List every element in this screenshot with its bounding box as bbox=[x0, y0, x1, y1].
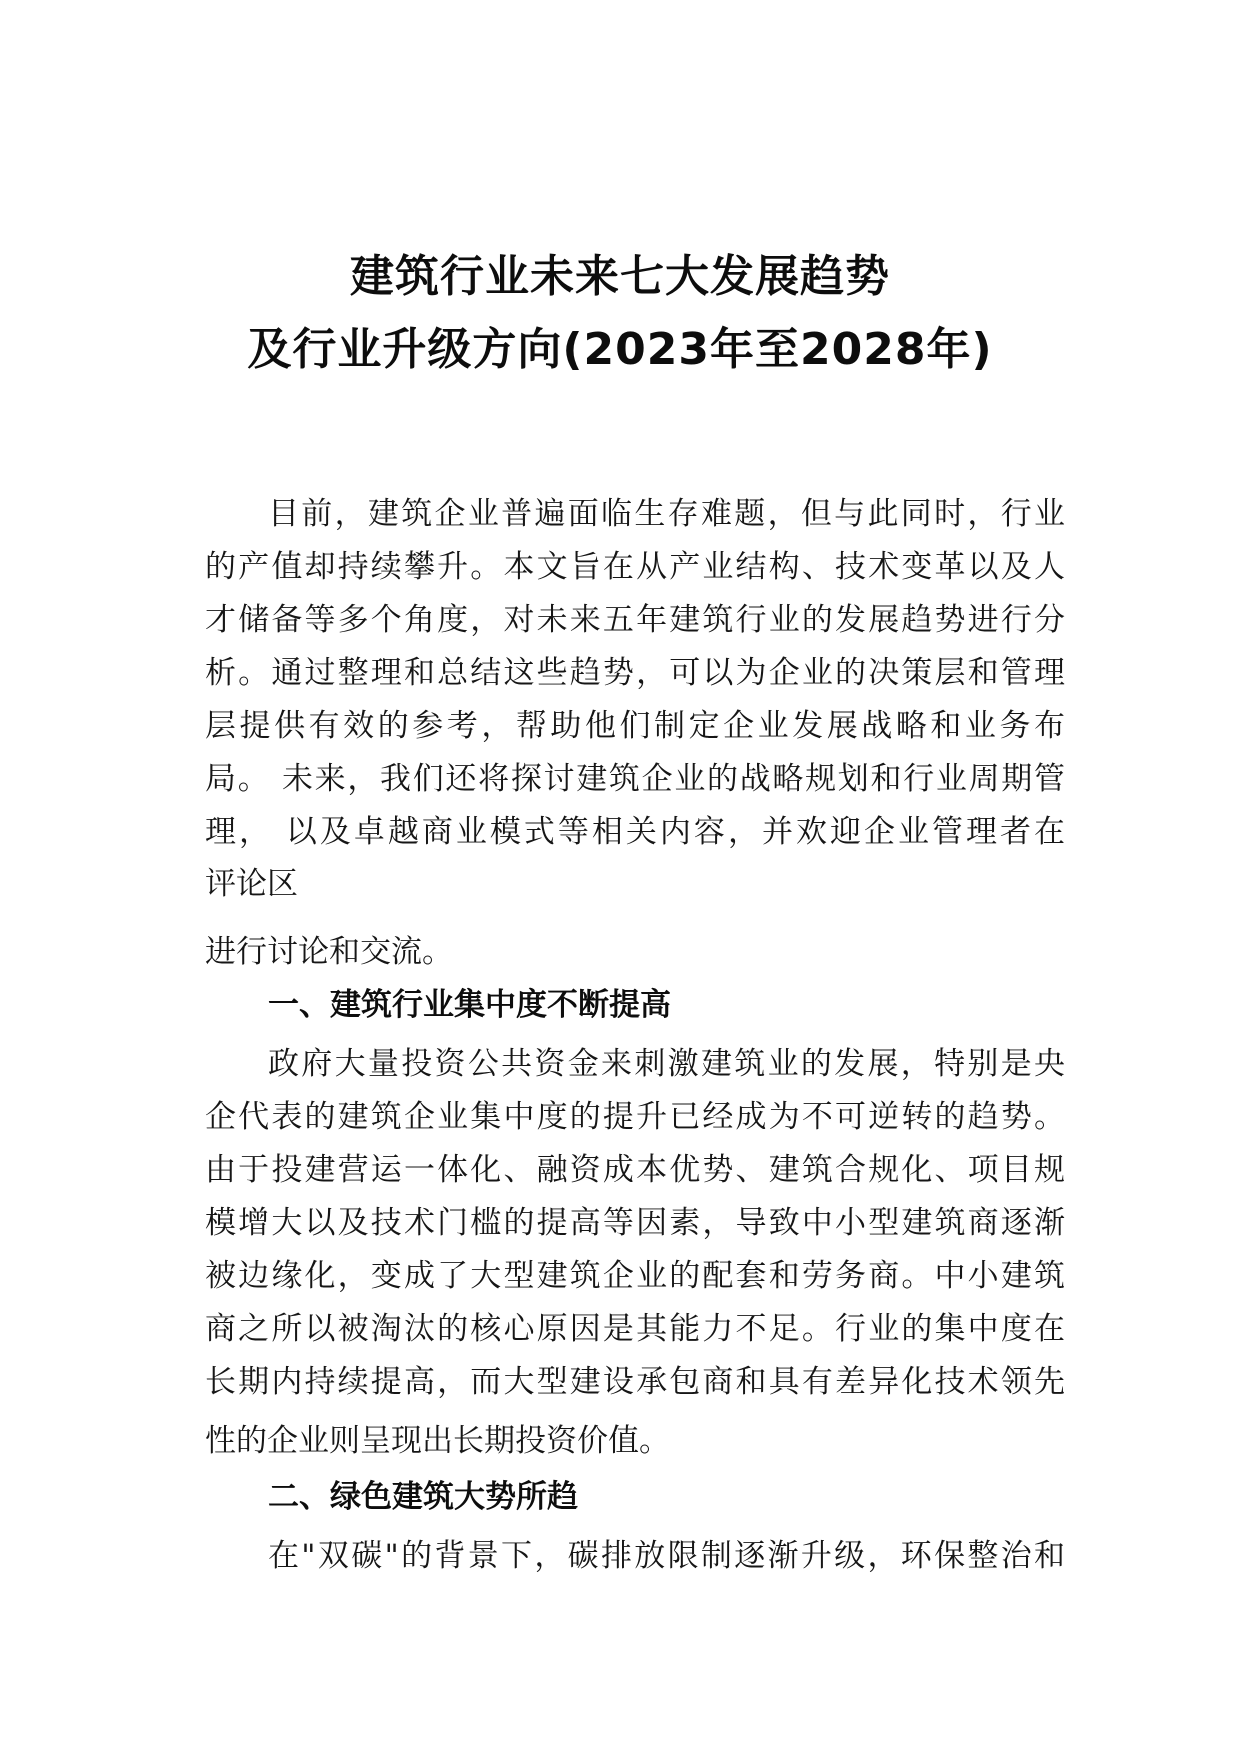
paragraph-line: 商之所以被淘汰的核心原因是其能力不足。行业的集中度在 bbox=[205, 1311, 1065, 1347]
paragraph-line: 的产值却持续攀升。本文旨在从产业结构、技术变革以及人 bbox=[205, 549, 1065, 585]
section-heading-1: 一、建筑行业集中度不断提高 bbox=[268, 987, 671, 1023]
paragraph-line: 目前，建筑企业普遍面临生存难题，但与此同时，行业 bbox=[268, 496, 1065, 532]
paragraph-line: 局。 未来，我们还将探讨建筑企业的战略规划和行业周期管 bbox=[205, 761, 1065, 797]
paragraph-line: 在"双碳"的背景下，碳排放限制逐渐升级，环保整治和 bbox=[268, 1538, 1065, 1574]
paragraph-line: 析。通过整理和总结这些趋势，可以为企业的决策层和管理 bbox=[205, 655, 1065, 691]
paragraph-line: 才储备等多个角度，对未来五年建筑行业的发展趋势进行分 bbox=[205, 602, 1065, 638]
paragraph-line: 被边缘化，变成了大型建筑企业的配套和劳务商。中小建筑 bbox=[205, 1258, 1065, 1294]
paragraph-line: 进行讨论和交流。 bbox=[205, 934, 453, 970]
paragraph-line: 层提供有效的参考，帮助他们制定企业发展战略和业务布 bbox=[205, 708, 1065, 744]
paragraph-line: 性的企业则呈现出长期投资价值。 bbox=[205, 1423, 670, 1459]
paragraph-line: 评论区 bbox=[205, 866, 298, 902]
document-title-line-1: 建筑行业未来七大发展趋势 bbox=[350, 251, 890, 302]
paragraph-line: 企代表的建筑企业集中度的提升已经成为不可逆转的趋势。 bbox=[205, 1099, 1065, 1135]
paragraph-line: 模增大以及技术门槛的提高等因素，导致中小型建筑商逐渐 bbox=[205, 1205, 1065, 1241]
paragraph-line: 理， 以及卓越商业模式等相关内容，并欢迎企业管理者在 bbox=[205, 814, 1065, 850]
paragraph-line: 长期内持续提高，而大型建设承包商和具有差异化技术领先 bbox=[205, 1364, 1065, 1400]
paragraph-line: 政府大量投资公共资金来刺激建筑业的发展，特别是央 bbox=[268, 1046, 1065, 1082]
document-title-line-2: 及行业升级方向(2023年至2028年) bbox=[247, 324, 993, 375]
section-heading-2: 二、绿色建筑大势所趋 bbox=[268, 1479, 578, 1515]
paragraph-line: 由于投建营运一体化、融资成本优势、建筑合规化、项目规 bbox=[205, 1152, 1065, 1188]
